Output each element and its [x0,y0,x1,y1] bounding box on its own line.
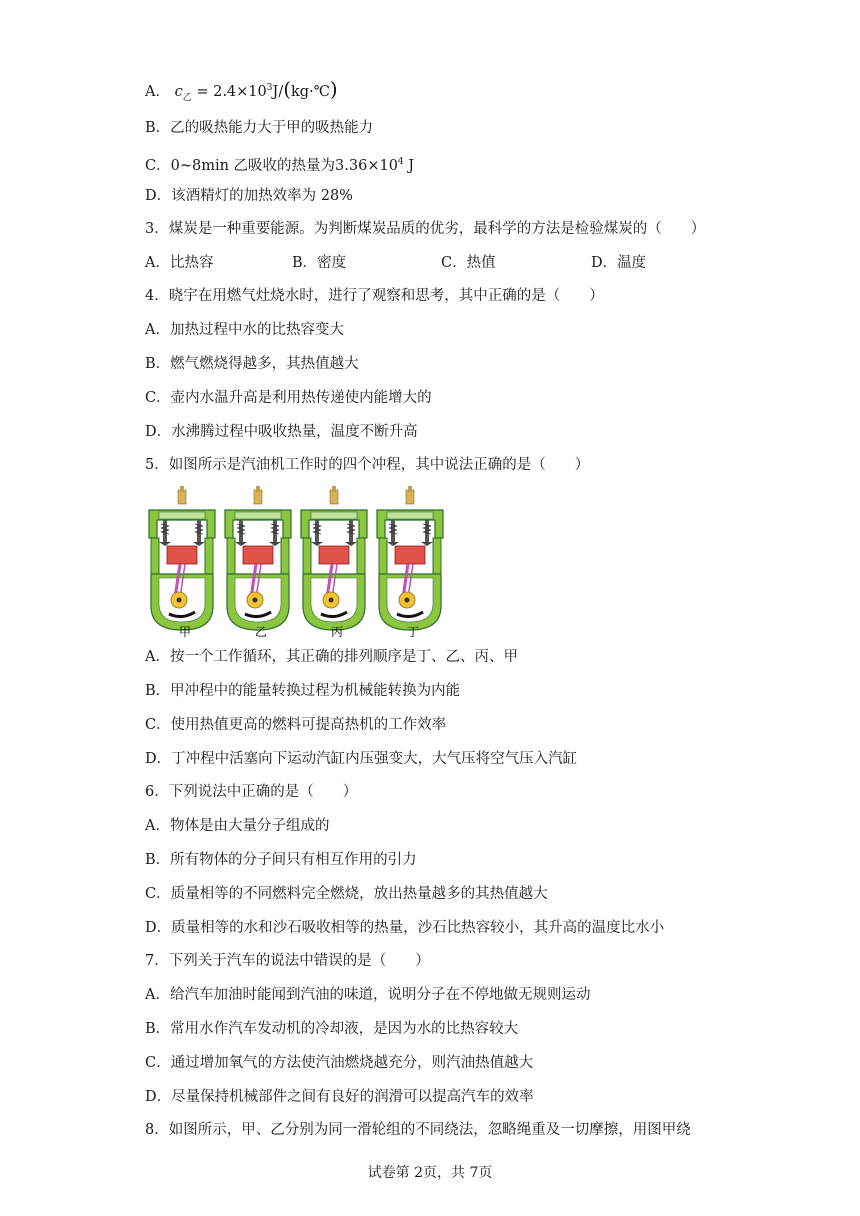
q3-option-d: D．温度 [591,255,647,271]
q4-option-d: D．水沸腾过程中吸收热量，温度不断升高 [145,424,418,440]
q3-option-b: B．密度 [292,255,347,271]
label-bing: 丙 [330,625,344,639]
option-text: C．0~8min 乙吸收的热量为 [145,157,336,174]
q2-option-a [145,78,338,108]
q6-option-a: A．物体是由大量分子组成的 [145,818,330,834]
q5-option-a: A．按一个工作循环，其正确的排列顺序是丁、乙、丙、甲 [145,649,518,665]
formula-heat: $3.36\times 10^4$ J [335,157,415,174]
engine-strokes-figure [145,480,445,640]
q7-stem: 7．下列关于汽车的说法中错误的是（ ） [145,953,430,969]
engine-yi [225,486,291,630]
q5-option-b: B．甲冲程中的能量转换过程为机械能转换为内能 [145,683,461,699]
q5-option-d: D．丁冲程中活塞向下运动汽缸内压强变大，大气压将空气压入汽缸 [145,751,578,767]
q7-option-a: A．给汽车加油时能闻到汽油的味道，说明分子在不停地做无规则运动 [145,987,591,1003]
q4-stem: 4．晓宇在用燃气灶烧水时，进行了观察和思考，其中正确的是（ ） [145,288,604,304]
q6-option-c: C．质量相等的不同燃料完全燃烧，放出热量越多的其热值越大 [145,886,548,902]
q6-option-d: D．质量相等的水和沙石吸收相等的热量，沙石比热容较小，其升高的温度比水小 [145,920,665,936]
q5-option-c: C．使用热值更高的燃料可提高热机的工作效率 [145,717,447,733]
formula-c-yi: $c_乙$ = $2.4\times 10^3J/(kg\cdot℃)$ [174,76,338,103]
q3-stem: 3．煤炭是一种重要能源。为判断煤炭品质的优劣，最科学的方法是检验煤炭的（ ） [145,221,706,237]
q6-option-b: B．所有物体的分子间只有相互作用的引力 [145,852,417,868]
engine-bing [301,486,367,630]
label-yi: 乙 [254,625,268,639]
q7-option-d: D．尽量保持机械部件之间有良好的润滑可以提高汽车的效率 [145,1089,534,1105]
label-ding: 丁 [406,625,420,639]
q4-option-a: A．加热过程中水的比热容变大 [145,322,344,338]
q7-option-c: C．通过增加氧气的方法使汽油燃烧越充分，则汽油热值越大 [145,1055,534,1071]
q3-option-a: A．比热容 [145,255,214,271]
q8-stem: 8．如图所示，甲、乙分别为同一滑轮组的不同绕法，忽略绳重及一切摩擦，用图甲绕 [145,1122,691,1138]
q4-option-b: B．燃气燃烧得越多，其热值越大 [145,356,359,372]
q4-option-c: C．壶内水温升高是利用热传递使内能增大的 [145,390,432,406]
engine-ding [377,486,443,630]
option-letter: A． [145,83,170,100]
engine-jia [149,486,215,630]
q2-option-c [145,152,414,176]
q2-option-d: D．该酒精灯的加热效率为 28% [145,188,353,204]
q2-option-b: B．乙的吸热能力大于甲的吸热能力 [145,120,374,136]
q3-option-c: C．热值 [441,255,496,271]
page-footer: 试卷第 2页，共 7页 [367,1165,493,1181]
q6-stem: 6．下列说法中正确的是（ ） [145,784,358,800]
q7-option-b: B．常用水作汽车发动机的冷却液，是因为水的比热容较大 [145,1021,519,1037]
label-jia: 甲 [178,625,192,639]
q5-stem: 5．如图所示是汽油机工作时的四个冲程，其中说法正确的是（ ） [145,457,590,473]
